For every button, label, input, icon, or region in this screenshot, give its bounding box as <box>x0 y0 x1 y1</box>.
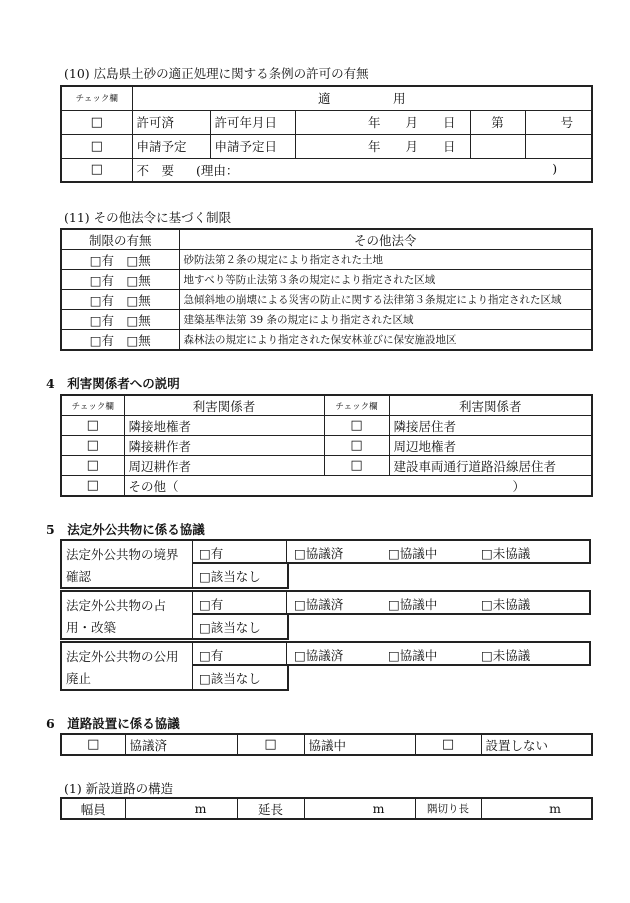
status-planned: 申請予定 <box>132 134 210 158</box>
option-during[interactable]: □協議中 <box>388 648 438 663</box>
reason-label: (理由： <box>196 162 239 178</box>
option-agreed[interactable]: □協議済 <box>294 597 344 612</box>
corner-cut-unit[interactable]: m <box>481 798 592 819</box>
section-11-table <box>60 228 593 351</box>
restriction-yesno[interactable]: □有 □無 <box>61 310 179 330</box>
permit-date-label: 許可年月日 <box>210 110 295 134</box>
party-checkbox[interactable]: □ <box>61 416 124 436</box>
law-item: 森林法の規定により指定された保安林並びに保安施設地区 <box>179 330 592 351</box>
occupancy-label <box>60 590 193 640</box>
option-yes[interactable]: □有 <box>199 597 224 612</box>
section-10-title: (10) 広島県土砂の適正処理に関する条例の許可の有無 <box>64 66 369 81</box>
permit-date-field[interactable]: 年 月 日 <box>295 110 470 134</box>
section-5-group <box>60 539 591 591</box>
section-5-group <box>60 641 591 693</box>
checkbox-planned[interactable]: □ <box>61 134 132 158</box>
option-na[interactable]: □該当なし <box>193 666 289 691</box>
option-yes[interactable]: □有 <box>199 546 224 561</box>
restriction-header: 制限の有無 <box>61 229 179 250</box>
party-other-label: その他（ <box>128 478 179 494</box>
road-length-label: 延長 <box>237 798 304 819</box>
permit-number-prefix: 第 <box>470 110 525 134</box>
option-not[interactable]: □未協議 <box>481 597 531 612</box>
restriction-yesno[interactable]: □有 □無 <box>61 290 179 310</box>
planned-date-label: 申請予定日 <box>210 134 295 158</box>
label-line-2: 廃止 <box>66 671 92 686</box>
apply-column-header: 適 用 <box>132 86 592 110</box>
restriction-yesno[interactable]: □有 □無 <box>61 330 179 351</box>
section-5-group <box>60 590 591 642</box>
section-5-block <box>60 539 591 691</box>
party-checkbox-other[interactable]: □ <box>61 476 124 497</box>
planned-empty-1 <box>470 134 525 158</box>
label-line-2: 用・改築 <box>66 620 117 635</box>
section-11-title: (11) その他法令に基づく制限 <box>64 210 232 225</box>
label-line-1: 法定外公共物の占 <box>66 598 167 613</box>
party-other-row <box>124 476 592 497</box>
party-checkbox[interactable]: □ <box>324 436 389 456</box>
road-option-agreed: 協議済 <box>125 734 237 755</box>
party-checkbox[interactable]: □ <box>61 436 124 456</box>
party-label: 周辺耕作者 <box>124 456 324 476</box>
abolition-options-row <box>193 641 591 666</box>
party-label: 建設車両通行道路沿線居住者 <box>389 456 592 476</box>
road-width-label: 幅員 <box>61 798 125 819</box>
section-4-title: 4 利害関係者への説明 <box>46 376 180 391</box>
section-6-title: 6 道路設置に係る協議 <box>46 716 180 731</box>
party-label: 隣接居住者 <box>389 416 592 436</box>
restriction-yesno[interactable]: □有 □無 <box>61 270 179 290</box>
status-not-required: 不 要 <box>136 162 175 178</box>
check-column-header: チェック欄 <box>61 395 124 416</box>
road-length-unit[interactable]: m <box>304 798 415 819</box>
planned-empty-2 <box>525 134 592 158</box>
label-line-1: 法定外公共物の境界 <box>66 547 179 562</box>
law-item: 地すべり等防止法第３条の規定により指定された区域 <box>179 270 592 290</box>
abolition-label <box>60 641 193 691</box>
road-checkbox[interactable]: □ <box>237 734 304 755</box>
restriction-yesno[interactable]: □有 □無 <box>61 250 179 270</box>
law-item: 建築基準法第 39 条の規定により指定された区域 <box>179 310 592 330</box>
road-checkbox[interactable]: □ <box>415 734 481 755</box>
planned-date-field[interactable]: 年 月 日 <box>295 134 470 158</box>
boundary-confirm-label <box>60 539 193 589</box>
party-label: 隣接地権者 <box>124 416 324 436</box>
permit-number-suffix: 号 <box>525 110 592 134</box>
section-6-1-table <box>60 797 593 820</box>
corner-cut-label: 隅切り長 <box>415 798 481 819</box>
label-line-1: 法定外公共物の公用 <box>66 649 179 664</box>
option-yes[interactable]: □有 <box>199 648 224 663</box>
section-4-table <box>60 394 593 497</box>
status-permitted: 許可済 <box>132 110 210 134</box>
party-other-close: ） <box>512 478 525 494</box>
section-5-title: 5 法定外公共物に係る協議 <box>46 522 205 537</box>
not-required-row <box>132 158 592 182</box>
checkbox-permitted[interactable]: □ <box>61 110 132 134</box>
party-column-header: 利害関係者 <box>124 395 324 416</box>
option-agreed[interactable]: □協議済 <box>294 648 344 663</box>
divider <box>286 541 287 562</box>
label-line-2: 確認 <box>66 569 92 584</box>
section-6-1-title: (1) 新設道路の構造 <box>64 781 174 796</box>
option-during[interactable]: □協議中 <box>388 546 438 561</box>
party-label: 隣接耕作者 <box>124 436 324 456</box>
other-law-header: その他法令 <box>179 229 592 250</box>
option-na[interactable]: □該当なし <box>193 564 289 589</box>
option-not[interactable]: □未協議 <box>481 648 531 663</box>
divider <box>286 592 287 613</box>
reason-close: ) <box>552 160 558 176</box>
party-column-header-2: 利害関係者 <box>389 395 592 416</box>
option-na[interactable]: □該当なし <box>193 615 289 640</box>
option-agreed[interactable]: □協議済 <box>294 546 344 561</box>
road-width-unit[interactable]: m <box>125 798 237 819</box>
party-label: 周辺地権者 <box>389 436 592 456</box>
boundary-options-row <box>193 539 591 564</box>
section-6-table <box>60 733 593 756</box>
law-item: 砂防法第２条の規定により指定された土地 <box>179 250 592 270</box>
section-10-table <box>60 85 593 183</box>
option-not[interactable]: □未協議 <box>481 546 531 561</box>
road-checkbox[interactable]: □ <box>61 734 125 755</box>
party-checkbox[interactable]: □ <box>61 456 124 476</box>
occupancy-options-row <box>193 590 591 615</box>
check-column-header: チェック欄 <box>61 86 132 110</box>
road-option-during: 協議中 <box>304 734 415 755</box>
road-option-none: 設置しない <box>481 734 592 755</box>
party-checkbox[interactable]: □ <box>324 456 389 476</box>
check-column-header-2: チェック欄 <box>324 395 389 416</box>
law-item: 急傾斜地の崩壊による災害の防止に関する法律第３条規定により指定された区域 <box>179 290 592 310</box>
option-during[interactable]: □協議中 <box>388 597 438 612</box>
party-checkbox[interactable]: □ <box>324 416 389 436</box>
checkbox-not-required[interactable]: □ <box>61 158 132 182</box>
divider <box>286 643 287 664</box>
